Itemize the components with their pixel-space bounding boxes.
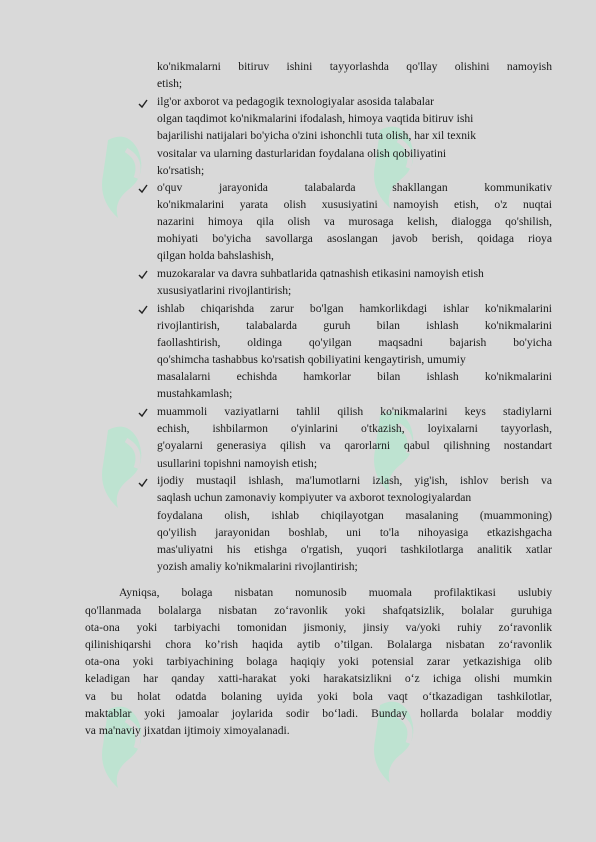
text-line: mohiyati bo'yicha savollarga asoslangan javob berish, qoidaga rioya — [157, 232, 552, 245]
checkmark-icon — [138, 302, 148, 312]
text-line: masalalarni echishda hamkorlar bilan ishlash ko'nikmalarini — [157, 370, 552, 383]
text-line: qilinishiqarshi chora ko’rish haqida aytib o’tilgan. Bolalarga nisbatan zo‘ravonlik — [85, 638, 552, 651]
text-line: etish; — [157, 77, 183, 90]
text-line: va bu holat odatda bolaning uyida yoki bola vaqt o‘tkazadigan tashkilotlar, — [85, 690, 552, 703]
text-line: ota-ona yoki tarbiyachi tomonidan jismoniy, jinsiy va/yoki ruhiy zo‘ravonlik — [85, 621, 552, 634]
text-line: xususiyatlarini rivojlantirish; — [157, 284, 292, 297]
checkmark-icon — [138, 96, 148, 106]
text-line: echish, ishbilarmon o'yinlarini o'tkazish, loyixalarni tayyorlash, — [157, 422, 552, 435]
text-line: ko'nikmalarini yarata olish xususiyatini namoyish etish, o'z nuqtai — [157, 198, 552, 211]
checkmark-icon — [138, 181, 148, 191]
text-line: olgan taqdimot ko'nikmalarini ifodalash, himoya vaqtida bitiruv ishi — [157, 112, 474, 125]
text-line: Ayniqsa, bolaga nisbatan nomunosib muomala profilaktikasi uslubiy — [119, 586, 552, 599]
text-line: yozish amaliy ko'nikmalarini rivojlantirish; — [157, 560, 358, 573]
text-line: qilgan holda bahslashish, — [157, 249, 274, 262]
text-line: qo'llanmada bolalarga nisbatan zo‘ravonlik yoki shafqatsizlik, bolalar guruhiga — [85, 604, 552, 617]
checkmark-icon — [138, 405, 148, 415]
text-line: ko'rsatish; — [157, 164, 205, 177]
text-line: qo'shimcha tashabbus ko'rsatish qobiliyatini kengaytirish, umumiy — [157, 353, 466, 366]
text-line: mustahkamlash; — [157, 387, 233, 400]
checkmark-icon — [138, 267, 148, 277]
text-line: va ma'naviy jixatdan ijtimoiy ximoyalanadi. — [85, 724, 290, 737]
text-line: ilg'or axborot va pedagogik texnologiyalar asosida talabalar — [157, 95, 435, 108]
watermark-logo-icon — [88, 420, 158, 510]
text-line: foydalana olish, ishlab chiqilayotgan masalaning (muammoning) — [157, 509, 552, 522]
text-line: qo'yilish jarayonidan boshlab, uni to'la nihoyasiga etkazishgacha — [157, 526, 552, 539]
text-line: ota-ona yoki tarbiyachining bolaga haqiqiy yoki potensial zarar yetkazishiga olib — [85, 655, 552, 668]
text-line: faollashtirish, oldinga qo'yilgan maqsadni bajarish bo'yicha — [157, 336, 552, 349]
text-line: saqlash uchun zamonaviy kompiyuter va axborot texnologiyalardan — [157, 491, 472, 504]
text-line: bajarilishi natijalari bo'yicha o'zini ishonchli tuta olish, har xil texnik — [157, 129, 477, 142]
text-line: g'oyalarni generasiya qilish va qarorlarni qabul qilishning nostandart — [157, 439, 552, 452]
text-line: maktablar yoki jamoalar joylarida sodir bo‘ladi. Bunday hollarda bolalar moddiy — [85, 707, 552, 720]
text-line: ijodiy mustaqil ishlash, ma'lumotlarni izlash, yig'ish, ishlov berish va — [157, 474, 552, 487]
text-line: ishlab chiqarishda zarur bo'lgan hamkorlikdagi ishlar ko'nikmalarini — [157, 302, 552, 315]
checkmark-icon — [138, 475, 148, 485]
text-line: vositalar va ularning dasturlaridan foydalana olish qobiliyatini — [157, 147, 447, 160]
text-line: rivojlantirish, talabalarda guruh bilan ishlash ko'nikmalarini — [157, 319, 552, 332]
text-line: muammoli vaziyatlarni tahlil qilish ko'nikmalarini keys stadiylarni — [157, 405, 552, 418]
text-line: ko'nikmalarni bitiruv ishini tayyorlashda qo'llay olishini namoyish — [157, 60, 552, 73]
text-line: nazarini himoya qila olish va murosaga kelish, dialogga qo'shilish, — [157, 215, 552, 228]
watermark-logo-icon — [88, 130, 158, 220]
text-line: usullarini topishni namoyish etish; — [157, 457, 318, 470]
text-line: o'quv jarayonida talabalarda shakllangan kommunikativ — [157, 181, 552, 194]
text-line: muzokaralar va davra suhbatlarida qatnashish etikasini namoyish etish — [157, 267, 484, 280]
text-line: mas'uliyatni his etishga o'rgatish, yuqori tashkilotlarga analitik xatlar — [157, 543, 552, 556]
text-line: keladigan har qanday xatti-harakat yoki harakatsizlikni o‘z ichiga olishi mumkin — [85, 672, 552, 685]
